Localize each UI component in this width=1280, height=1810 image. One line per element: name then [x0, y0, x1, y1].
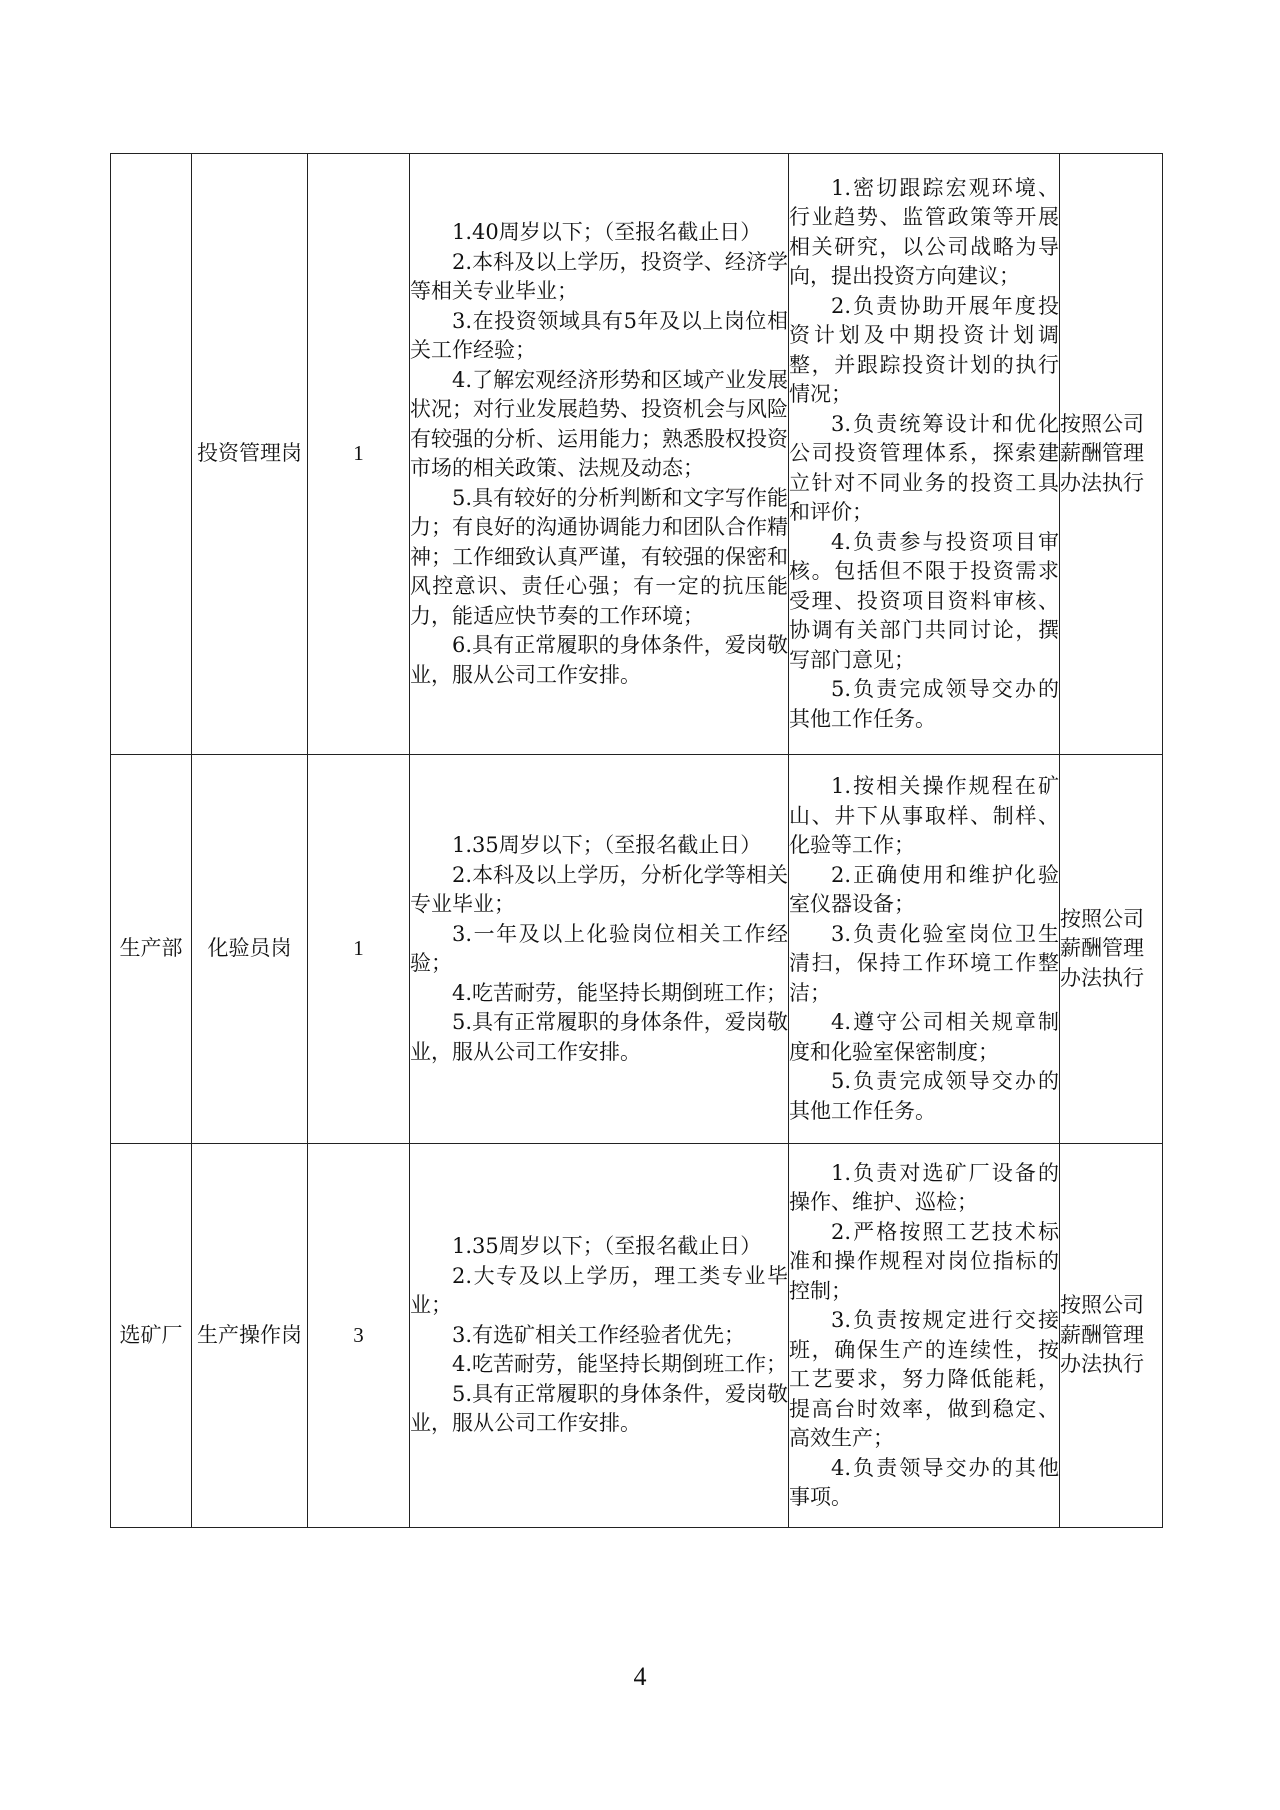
list-item: 1.40周岁以下；（至报名截止日）	[452, 220, 762, 244]
requirements-cell	[410, 755, 789, 1144]
table-row	[111, 755, 1163, 1144]
list-item: 3.在投资领域具有5年及以上岗位相关工作经验；	[410, 308, 788, 362]
headcount-cell: 1	[308, 154, 410, 755]
department-cell: 选矿厂	[111, 1144, 192, 1528]
list-item: 2.本科及以上学历，分析化学等相关专业毕业；	[410, 862, 788, 916]
requirements-cell	[410, 1144, 789, 1528]
list-item: 4.负责参与投资项目审核。包括但不限于投资需求受理、投资项目资料审核、协调有关部门共同讨论，撰写部门意见；	[789, 529, 1059, 672]
list-item: 1.密切跟踪宏观环境、行业趋势、监管政策等开展相关研究，以公司战略为导向，提出投资方向建议；	[789, 175, 1059, 289]
list-item: 4.负责领导交办的其他事项。	[789, 1455, 1059, 1509]
list-item: 1.按相关操作规程在矿山、井下从事取样、制样、化验等工作；	[789, 774, 1059, 857]
duties-cell	[789, 1144, 1060, 1528]
table-row	[111, 154, 1163, 755]
list-item: 5.负责完成领导交办的其他工作任务。	[789, 677, 1059, 731]
salary-cell: 按照公司薪酬管理办法执行	[1060, 755, 1163, 1144]
requirements-cell	[410, 154, 789, 755]
duties-list	[789, 772, 1059, 1126]
requirements-list	[410, 831, 788, 1067]
salary-cell: 按照公司薪酬管理办法执行	[1060, 154, 1163, 755]
list-item: 3.有选矿相关工作经验者优先；	[452, 1322, 746, 1347]
list-item: 3.一年及以上化验岗位相关工作经验；	[410, 921, 788, 975]
duties-cell	[789, 154, 1060, 755]
list-item: 5.具有较好的分析判断和文字写作能力；有良好的沟通协调能力和团队合作精神；工作细致认真严谨，有较强的保密和风控意识、责任心强；有一定的抗压能力，能适应快节奏的工作环境；	[410, 485, 788, 628]
list-item: 3.负责化验室岗位卫生清扫，保持工作环境工作整洁；	[789, 921, 1059, 1005]
job-table	[110, 153, 1163, 1528]
list-item: 5.负责完成领导交办的其他工作任务。	[789, 1069, 1059, 1123]
duties-cell	[789, 755, 1060, 1144]
list-item: 2.本科及以上学历，投资学、经济学等相关专业毕业；	[410, 249, 788, 303]
list-item: 3.负责统筹设计和优化公司投资管理体系，探索建立针对不同业务的投资工具和评价；	[789, 411, 1059, 525]
list-item: 4.遵守公司相关规章制度和化验室保密制度；	[789, 1010, 1059, 1064]
salary-cell: 按照公司薪酬管理办法执行	[1060, 1144, 1163, 1528]
department-cell: 生产部	[111, 755, 192, 1144]
requirements-list	[410, 218, 788, 690]
list-item: 4.吃苦耐劳，能坚持长期倒班工作；	[452, 1352, 788, 1377]
position-cell: 生产操作岗	[192, 1144, 308, 1528]
headcount-cell: 1	[308, 755, 410, 1144]
list-item: 6.具有正常履职的身体条件，爱岗敬业，服从公司工作安排。	[410, 633, 788, 687]
list-item: 1.35周岁以下；（至报名截止日）	[452, 1234, 762, 1259]
position-cell: 化验员岗	[192, 755, 308, 1144]
list-item: 5.具有正常履职的身体条件，爱岗敬业，服从公司工作安排。	[410, 1010, 788, 1064]
duties-list	[789, 1159, 1059, 1513]
duties-list	[789, 174, 1059, 735]
requirements-list	[410, 1232, 788, 1439]
list-item: 4.吃苦耐劳，能坚持长期倒班工作；	[452, 980, 788, 1005]
list-item: 5.具有正常履职的身体条件，爱岗敬业，服从公司工作安排。	[410, 1381, 788, 1436]
table-row	[111, 1144, 1163, 1528]
list-item: 2.严格按照工艺技术标准和操作规程对岗位指标的控制；	[789, 1219, 1059, 1303]
list-item: 3.负责按规定进行交接班，确保生产的连续性，按工艺要求，努力降低能耗，提高台时效率，做到稳定、高效生产；	[789, 1308, 1059, 1450]
page-number: 4	[633, 1662, 647, 1691]
department-cell	[111, 154, 192, 755]
list-item: 2.正确使用和维护化验室仪器设备；	[789, 862, 1059, 916]
headcount-cell: 3	[308, 1144, 410, 1528]
list-item: 4.了解宏观经济形势和区域产业发展状况；对行业发展趋势、投资机会与风险有较强的分析、运用能力；熟悉股权投资市场的相关政策、法规及动态；	[410, 367, 788, 480]
list-item: 2.大专及以上学历，理工类专业毕业；	[410, 1263, 788, 1318]
list-item: 2.负责协助开展年度投资计划及中期投资计划调整，并跟踪投资计划的执行情况；	[789, 293, 1059, 407]
position-cell: 投资管理岗	[192, 154, 308, 755]
list-item: 1.负责对选矿厂设备的操作、维护、巡检；	[789, 1160, 1059, 1214]
list-item: 1.35周岁以下；（至报名截止日）	[452, 833, 762, 857]
